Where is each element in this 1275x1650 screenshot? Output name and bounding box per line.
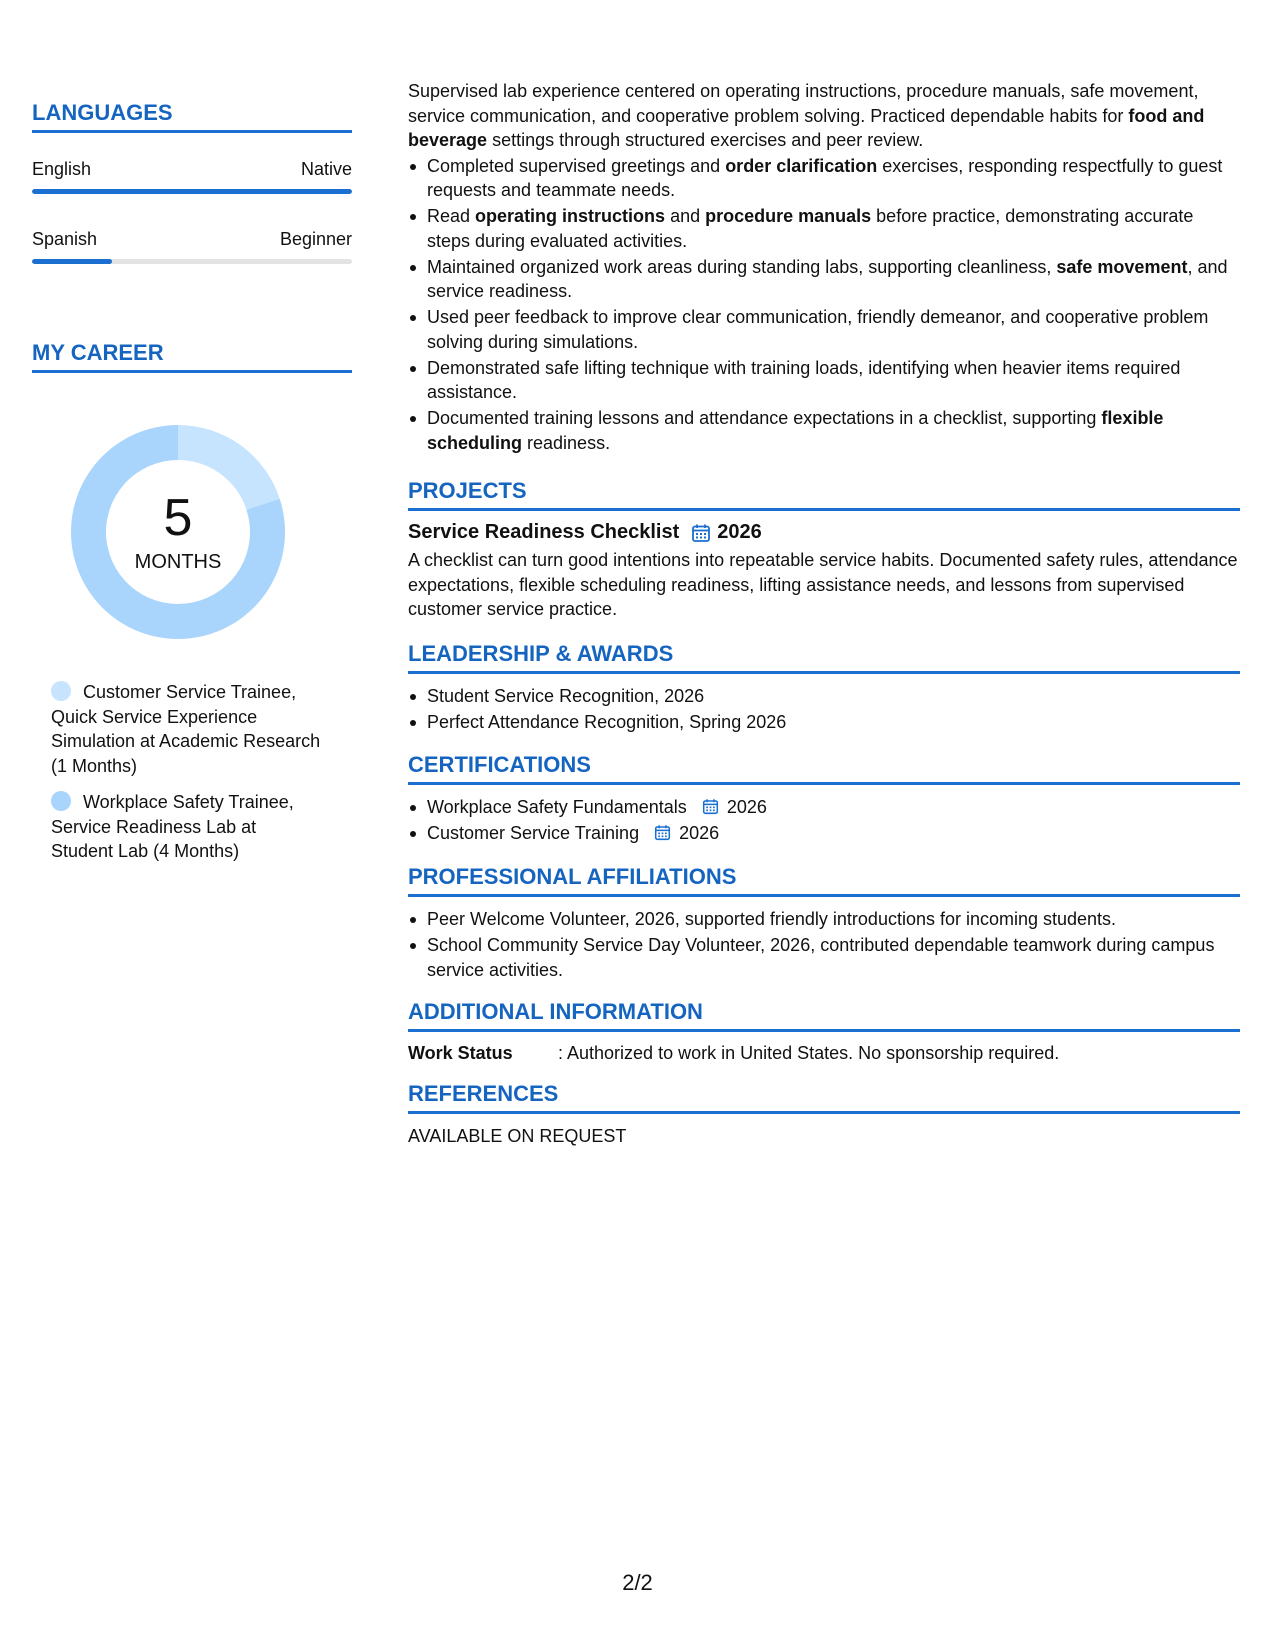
text-run: and	[665, 206, 706, 226]
bold-text: operating instructions	[475, 206, 666, 226]
work-status-label: Work Status	[408, 1043, 513, 1063]
references-text: AVAILABLE ON REQUEST	[408, 1126, 627, 1146]
language-item-spanish	[32, 228, 352, 264]
page-number: 2/2	[622, 1570, 653, 1595]
leadership-list	[408, 684, 1240, 735]
work-status-row	[408, 1041, 1240, 1065]
list-item	[408, 821, 1240, 846]
language-proficiency-bar	[32, 189, 352, 194]
bold-text: procedure manuals	[705, 206, 872, 226]
languages-rule	[32, 130, 352, 133]
project-title-row	[408, 519, 1240, 545]
text-run: Supervised lab experience centered on operating instructions, procedure manuals, safe movement, service communication, and cooperative problem solving. Practiced dependable habits for	[408, 81, 1199, 126]
references-heading: REFERENCES	[408, 1081, 559, 1106]
legend-label: Workplace Safety Trainee, Service Readiness Lab at Student Lab (4 Months)	[51, 792, 294, 861]
leadership-heading: LEADERSHIP & AWARDS	[408, 641, 674, 666]
text-run: Documented training lessons and attendance expectations in a checklist, supporting	[427, 408, 1102, 428]
experience-bullet	[408, 356, 1240, 405]
certifications-rule	[408, 782, 1240, 785]
affiliations-rule	[408, 894, 1240, 897]
text-run: Demonstrated safe lifting technique with training loads, identifying when heavier items required assistance.	[427, 357, 1181, 402]
career-legend-item	[51, 790, 321, 864]
legend-dot	[51, 681, 71, 701]
projects-heading: PROJECTS	[408, 478, 527, 503]
text-run: Completed supervised greetings and	[427, 155, 726, 176]
leadership-rule	[408, 671, 1240, 674]
certification-name: Workplace Safety Fundamentals	[427, 797, 687, 817]
additional-rule	[408, 1029, 1240, 1032]
experience-bullet	[408, 305, 1240, 354]
legend-label: Customer Service Trainee, Quick Service Experience Simulation at Academic Research (1 Months)	[51, 682, 321, 776]
affiliations-heading: PROFESSIONAL AFFILIATIONS	[408, 864, 737, 889]
text-run: Used peer feedback to improve clear communication, friendly demeanor, and cooperative problem solving during simulations.	[427, 307, 1209, 352]
projects-section	[408, 478, 1240, 622]
certifications-section	[408, 752, 1240, 847]
work-status-value: : Authorized to work in United States. No sponsorship required.	[558, 1043, 1060, 1063]
bold-text: safe movement	[1056, 256, 1188, 277]
list-item: Peer Welcome Volunteer, 2026, supported friendly introductions for incoming students.	[408, 907, 1240, 932]
career-heading: MY CAREER	[32, 340, 164, 365]
text-run: settings through structured exercises and peer review.	[487, 130, 924, 150]
bold-text: food and beverage	[408, 105, 1205, 150]
leadership-section	[408, 641, 1240, 736]
certification-year: 2026	[679, 823, 720, 843]
experience-bullet	[408, 255, 1240, 304]
career-rule	[32, 370, 352, 373]
legend-dot	[51, 791, 71, 811]
affiliations-list	[408, 907, 1240, 982]
project-description: A checklist can turn good intentions into repeatable service habits. Documented safety rules, attendance expectations, flexible scheduling readiness, lifting assistance needs, and lessons from supervised customer service practice.	[408, 550, 1238, 619]
calendar-icon	[654, 823, 671, 843]
projects-rule	[408, 508, 1240, 511]
references-section	[408, 1081, 1240, 1149]
affiliations-section	[408, 864, 1240, 984]
calendar-icon	[702, 797, 719, 817]
certifications-list	[408, 795, 1240, 846]
certification-year: 2026	[726, 797, 767, 817]
text-run: readiness.	[522, 432, 611, 453]
project-name: Service Readiness Checklist	[408, 521, 680, 543]
experience-bullets	[408, 154, 1240, 456]
languages-section	[32, 100, 352, 133]
career-section	[32, 340, 352, 373]
list-item: Perfect Attendance Recognition, Spring 2026	[408, 710, 1240, 735]
bold-text: flexible scheduling	[427, 408, 1164, 453]
certification-name: Customer Service Training	[427, 823, 640, 843]
experience-summary	[408, 79, 1240, 153]
language-level: Native	[300, 159, 352, 179]
text-run: Read	[427, 206, 476, 226]
experience-bullet	[408, 406, 1240, 455]
language-item-english	[32, 158, 352, 194]
language-proficiency-fill	[32, 189, 352, 194]
language-proficiency-fill	[32, 259, 112, 264]
list-item	[408, 795, 1240, 820]
language-proficiency-bar	[32, 259, 352, 264]
certifications-heading: CERTIFICATIONS	[408, 752, 591, 777]
calendar-icon	[691, 519, 711, 545]
text-run: , and service readiness.	[427, 256, 1228, 301]
text-run: before practice, demonstrating accurate steps during evaluated activities.	[427, 206, 1194, 251]
language-name: English	[32, 159, 92, 179]
bold-text: order clarification	[725, 155, 878, 176]
language-level: Beginner	[279, 229, 352, 249]
career-total-unit: MONTHS	[134, 551, 222, 573]
additional-heading: ADDITIONAL INFORMATION	[408, 999, 703, 1024]
experience-bullet	[408, 204, 1240, 253]
language-name: Spanish	[32, 229, 98, 249]
career-legend-item	[51, 680, 321, 778]
experience-bullet	[408, 154, 1240, 203]
text-run: Maintained organized work areas during standing labs, supporting cleanliness,	[427, 256, 1057, 277]
references-rule	[408, 1111, 1240, 1114]
text-run: exercises, responding respectfully to guest requests and teammate needs.	[427, 155, 1223, 200]
languages-heading: LANGUAGES	[32, 100, 173, 125]
list-item: Student Service Recognition, 2026	[408, 684, 1240, 709]
career-total-number: 5	[163, 489, 193, 547]
career-donut-chart	[66, 420, 290, 644]
additional-section	[408, 999, 1240, 1065]
experience-block	[408, 79, 1240, 457]
list-item: School Community Service Day Volunteer, 2026, contributed dependable teamwork during campus service activities.	[408, 933, 1240, 982]
project-year: 2026	[717, 521, 762, 543]
